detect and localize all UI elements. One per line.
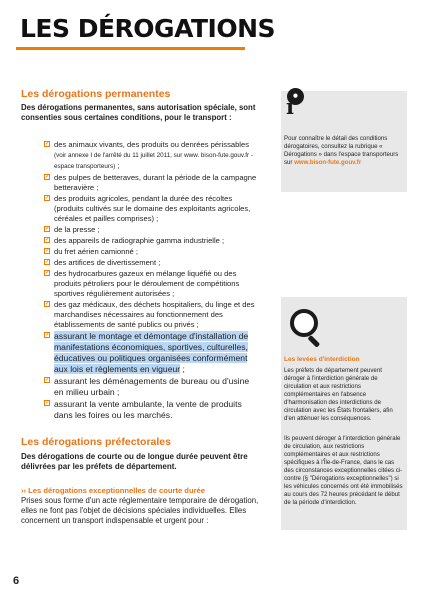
list-item-highlighted[interactable]: ✓ assurant le montage et démontage d'installation de manifestations économiques, sportives, culturelles, éducatives ou politiques organisées conformément aux lois et règlements en vigueur ; <box>45 331 249 374</box>
intro-permanentes: Des dérogations permanentes, sans autorisation spéciale, sont consenties sous certaines conditions, pour le transport : <box>21 103 256 122</box>
checkbox-bullet-icon: ✓ <box>45 174 51 180</box>
body-text: Prises sous forme d'un acte réglementaire temporaire de dérogation, elles ne font pas l'objet de décisions spéciales individuelles. Elles concernent un transport indispensable et urgent pour : <box>21 496 259 525</box>
info-box-text: Pour connaître le détail des conditions dérogatoires, consultez la rubrique « Dérogations » dans l'espace transporteurs sur www.bison-fute.gouv.fr <box>284 135 399 166</box>
magnifier-icon <box>290 309 318 337</box>
list-item: ✓ des pulpes de betteraves, durant la période de la campagne betteravière ; <box>45 173 257 192</box>
checkbox-bullet-icon: ✓ <box>45 226 51 232</box>
section-title-prefectorales: Les dérogations préfectorales <box>21 436 171 448</box>
main-column <box>21 88 261 526</box>
section-title-permanentes: Les dérogations permanentes <box>21 88 171 100</box>
list-item: ✓ du fret aérien camionné ; <box>45 247 139 256</box>
checkbox-bullet-icon: ✓ <box>45 259 51 265</box>
checkbox-bullet-icon: ✓ <box>45 237 51 243</box>
page-number: 6 <box>13 575 20 587</box>
list-item: ✓ des gaz médicaux, des déchets hospitaliers, du linge et des marchandises nécessaires au fonctionnement des établissements de santé publics ou privés ; <box>45 300 255 329</box>
subsection-title: ›› Les dérogations exceptionnelles de courte durée <box>21 486 205 495</box>
page-title: LES DÉROGATIONS <box>20 14 276 43</box>
info-box <box>281 91 407 192</box>
checkbox-bullet-icon: ✓ <box>45 270 51 276</box>
levees-box <box>281 297 407 530</box>
checkbox-bullet-icon: ✓ <box>45 248 51 254</box>
info-icon: • <box>287 88 304 105</box>
checkbox-bullet-icon: ✓ <box>45 332 51 338</box>
bison-fute-link[interactable]: www.bison-fute.gouv.fr <box>294 159 362 166</box>
list-item: ✓ des artifices de divertissement ; <box>45 258 161 267</box>
checkbox-bullet-icon: ✓ <box>45 301 51 307</box>
levees-title: Les levées d'interdiction <box>284 356 360 363</box>
intro-prefectorales: Des dérogations de courte ou de longue durée peuvent être délivrées par les préfets de département. <box>21 452 248 471</box>
magnifier-handle-icon <box>307 335 320 348</box>
checkbox-bullet-icon: ✓ <box>45 377 51 383</box>
list-item: ✓ des produits agricoles, pendant la durée des récoltes (produits cultivés sur le domaine des exploitants agricoles, céréales et pailles comprises) ; <box>45 194 251 223</box>
list-item: ✓ des appareils de radiographie gamma industrielle ; <box>45 236 225 245</box>
levees-paragraph-2: Ils peuvent déroger à l'interdiction générale de circulation, aux restrictions complémentaires et aux restrictions spécifiques à l'Île-de-France, dans le cas des circonstances exceptionnelles citées ci-contre (§ "Dérogations exceptionnelles") si les véhicules concernés ont été immobilisés au cours des 72 heures précédant le début de la période d'interdiction. <box>284 435 403 506</box>
checkbox-bullet-icon: ✓ <box>45 141 51 147</box>
checkbox-bullet-icon: ✓ <box>45 400 51 406</box>
list-item: ✓ des animaux vivants, des produits ou denrées périssables (voir annexe I de l'arrêté du 11 juillet 2011, sur www. bison-fute.gouv.fr - espace transporteurs) ; <box>45 140 253 170</box>
section-prefectorales <box>21 436 261 526</box>
selected-text[interactable]: assurant le montage et démontage d'installation de manifestations économiques, sportives, culturelles, éducatives ou politiques organisées conformément aux lois et règlements en vigueur <box>54 331 249 374</box>
list-item: ✓ assurant la vente ambulante, la vente de produits dans les foires ou les marchés. <box>45 399 242 420</box>
list-item: ✓ des hydrocarbures gazeux en mélange liquéfié ou des produits pétroliers pour le déroulement de compétitions sportives régulièrement autorisées ; <box>45 269 240 298</box>
levees-paragraph-1: Les préfets de département peuvent déroger à l'interdiction générale de circulation et aux restrictions complémentaires en l'absence d'harmonisation des interdictions de circulation avec les États frontaliers, afin d'en atténuer les conséquences. <box>284 367 393 422</box>
checkbox-bullet-icon: ✓ <box>45 195 51 201</box>
list-item: ✓ assurant les déménagements de bureau ou d'usine en milieu urbain ; <box>45 376 250 397</box>
info-i-icon: i <box>286 94 294 119</box>
list-item: ✓ de la presse ; <box>45 225 100 234</box>
derogations-list <box>21 140 261 421</box>
title-rule <box>16 47 245 50</box>
